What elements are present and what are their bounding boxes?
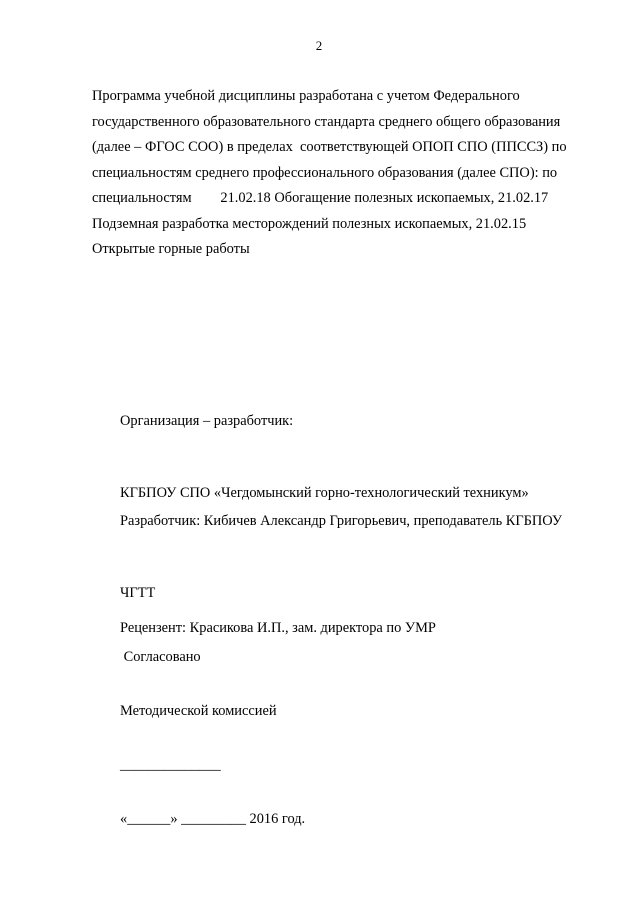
organization-label: Организация – разработчик: [120,413,294,429]
intro-line: Открытые горные работы [92,241,250,257]
reviewer-line: Рецензент: Красикова И.П., зам. директора по УМР [120,620,436,636]
approval-signature-line: ______________ [120,757,221,773]
developer-line: ЧГТТ [120,585,156,601]
approval-block [120,612,305,846]
organization-name: КГБПОУ СПО «Чегдомынский горно-технологический техникум» [120,485,529,501]
intro-paragraph [92,84,592,263]
intro-line: специальностям 21.02.18 Обогащение полезных ископаемых, 21.02.17 [92,190,549,206]
approval-agreed: Согласовано [120,649,201,665]
intro-line: специальностям среднего профессионального образования (далее СПО): по [92,164,558,181]
intro-line: Программа учебной дисциплины разработана с учетом Федерального [92,88,520,104]
page-number: 2 [315,38,323,53]
developer-line: Разработчик: Кибичев Александр Григорьевич, преподаватель КГБПОУ [120,513,563,529]
approval-date-line: «______» _________ 2016 год. [120,811,306,827]
intro-line: (далее – ФГОС СОО) в пределах соответствующей ОПОП СПО (ППССЗ) по [92,139,567,155]
intro-line: Подземная разработка месторождений полезных ископаемых, 21.02.15 [92,215,527,232]
intro-line: государственного образовательного стандарта среднего общего образования [92,113,561,130]
approval-commission: Методической комиссией [120,703,277,719]
